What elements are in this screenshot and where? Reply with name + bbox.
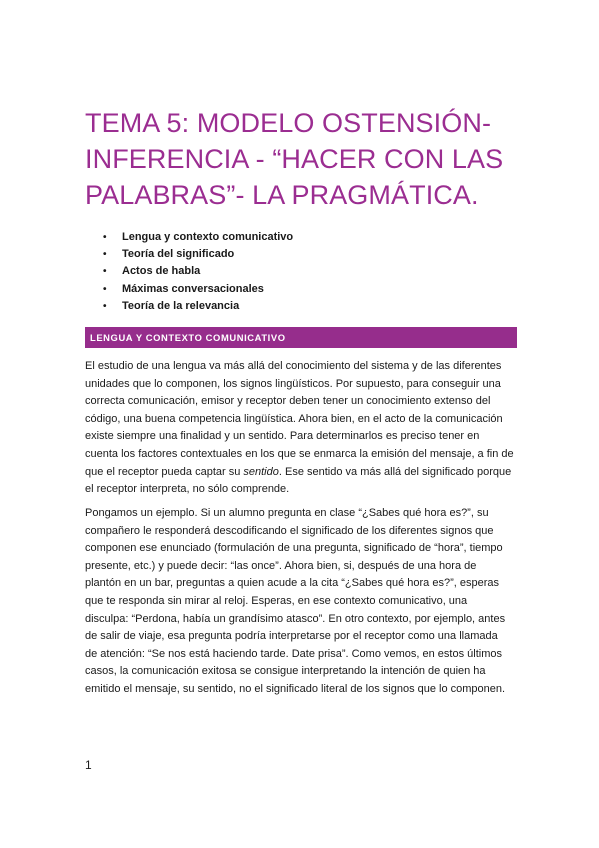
paragraph-2 bbox=[85, 505, 525, 699]
text-line: cuenta los factores contextuales en los que se enmarca la emisión del mensaje, a fin de bbox=[85, 447, 514, 460]
topic-label: Teoría del significado bbox=[122, 248, 235, 261]
title-line: PALABRAS”- LA PRAGMÁTICA. bbox=[85, 180, 479, 210]
bullet-icon: • bbox=[103, 300, 107, 312]
page-number: 1 bbox=[85, 758, 92, 772]
text-line: unidades que lo componen, los signos lingüísticos. Por supuesto, para conseguir una bbox=[85, 377, 501, 390]
topic-list bbox=[100, 229, 293, 315]
text-line: El estudio de una lengua va más allá del conocimiento del sistema y de las diferentes bbox=[85, 360, 502, 372]
paragraph-1 bbox=[85, 358, 525, 499]
text-line: plantón en un bar, preguntas a quien acude a la cita “¿Sabes qué hora es?”, esperas bbox=[85, 577, 500, 590]
text-line: disculpa: “Perdona, había un grandísimo atasco”. En otro contexto, por ejemplo, antes bbox=[85, 612, 506, 625]
topic-label: Teoría de la relevancia bbox=[122, 299, 240, 312]
text-line: componen ese enunciado (formulación de una pregunta, significado de “hora”, tiempo bbox=[85, 542, 503, 555]
topic-item bbox=[100, 229, 293, 246]
text-line: el receptor interpreta, no sólo comprende. bbox=[85, 483, 290, 496]
text-line: casos, la comunicación exitosa se consigue interpretando la intención de quien ha bbox=[85, 665, 486, 678]
bullet-icon: • bbox=[103, 283, 107, 295]
text-line: emitido el mensaje, su sentido, no el significado literal de los signos que lo componen. bbox=[85, 682, 506, 695]
text-line: de atención: “Se nos está haciendo tarde. Date prisa”. Como vemos, en estos últimos bbox=[85, 647, 502, 660]
text-line: Pongamos un ejemplo. Si un alumno pregunta en clase “¿Sabes qué hora es?”, su bbox=[85, 507, 489, 519]
topic-item bbox=[100, 263, 293, 280]
text-run: que el receptor pueda captar su bbox=[85, 465, 244, 478]
topic-item bbox=[100, 281, 293, 298]
section-header: LENGUA Y CONTEXTO COMUNICATIVO bbox=[85, 327, 517, 348]
title-line: TEMA 5: MODELO OSTENSIÓN- bbox=[85, 108, 492, 138]
italic-term: sentido bbox=[243, 465, 279, 478]
text-run: . Ese sentido va más allá del significado porque bbox=[278, 465, 512, 478]
topic-item bbox=[100, 298, 293, 315]
text-line: existe siempre una finalidad y un sentido. Para determinarlos es preciso tener en bbox=[85, 430, 480, 443]
bullet-icon: • bbox=[103, 249, 107, 261]
bullet-icon: • bbox=[103, 232, 107, 243]
topic-item bbox=[100, 246, 293, 263]
text-line: presente, etc.) y puede decir: “las once”. Ahora bien, si, después de una hora de bbox=[85, 559, 477, 572]
bullet-icon: • bbox=[103, 266, 107, 278]
text-line: que te responda sin mirar al reloj. Esperas, en ese contexto comunicativo, una bbox=[85, 594, 468, 607]
text-line bbox=[85, 464, 525, 482]
topic-label: Lengua y contexto comunicativo bbox=[122, 231, 294, 243]
text-line: de salir de viaje, esa pregunta podría interpretarse por el receptor como una llamada bbox=[85, 630, 498, 643]
topic-label: Actos de habla bbox=[122, 265, 201, 278]
page-title bbox=[85, 105, 525, 213]
text-line: correcta comunicación, emisor y receptor deben tener un conocimiento extenso del bbox=[85, 395, 491, 408]
text-line: compañero le responderá descodificando el significado de los diferentes signos que bbox=[85, 524, 494, 537]
text-line: código, una buena competencia lingüística. Ahora bien, en el acto de la comunicación bbox=[85, 412, 503, 425]
topic-label: Máximas conversacionales bbox=[122, 282, 264, 295]
title-line: INFERENCIA - “HACER CON LAS bbox=[85, 144, 504, 174]
